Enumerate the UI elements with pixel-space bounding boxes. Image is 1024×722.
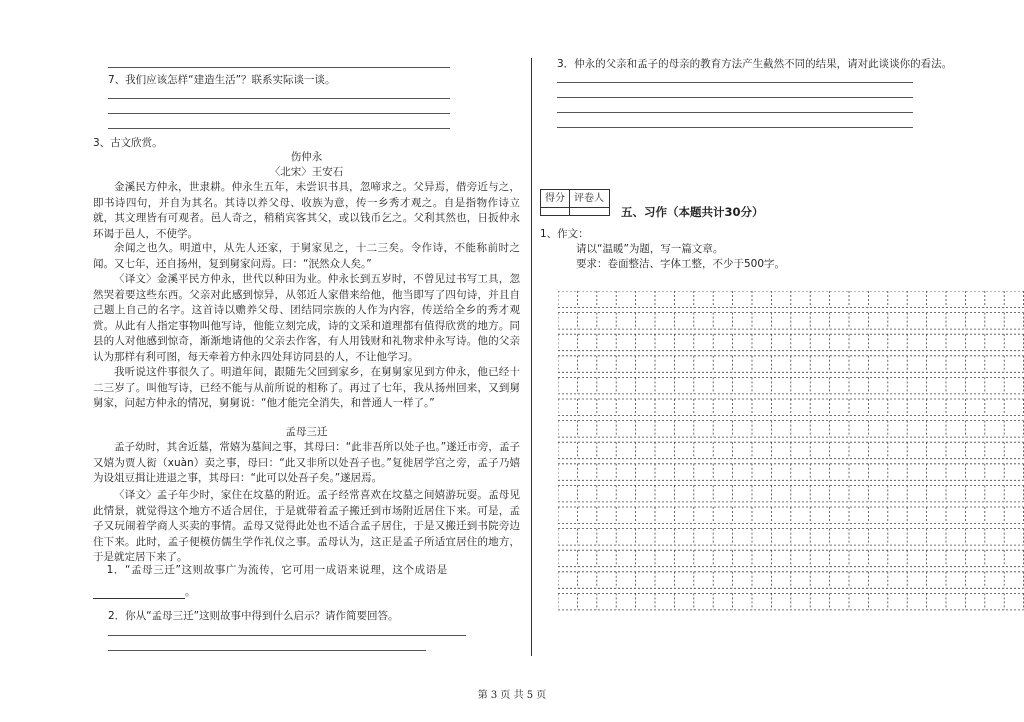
poem-title: 伤仲永 [290, 151, 323, 163]
score-box-separator [569, 190, 570, 215]
section-5-title: 五、习作（本题共计30分） [621, 205, 764, 219]
section-3-heading: 3、古文欣赏。 [93, 137, 163, 149]
question-2: 2．你从“孟母三迁”这则故事中得到什么启示？请作简要回答。 [108, 610, 399, 622]
poem-author: 〈北宋〉王安石 [269, 166, 344, 178]
question-1-blank[interactable] [93, 584, 196, 599]
answer-line [557, 127, 913, 128]
translation-paragraph-1: 〈译文〉金溪平民方仲永，世代以种田为业。仲永长到五岁时，不曾见过书写工具，忽然哭着要这些东西。父亲对此感到惊异，从邻近人家借来给他，他当即写了四句诗，并且自己题上自己的名字。这首诗以赡养父母、团结同宗族的人作为内容，传送给全乡的秀才观赏。从此有人指定事物叫他写诗，他能立刻完成，诗的文采和道理都有值得欣赏的地方。同县的人对他感到惊奇，渐渐地请他的父亲去作客，有人用钱财和礼物求仲永写诗。他的父亲认为那样有利可图，每天牵着方仲永四处拜访同县的人，不让他学习。 [93, 273, 520, 363]
answer-line [108, 635, 466, 636]
answer-line [557, 82, 913, 83]
score-box-row-line [541, 207, 609, 208]
answer-line [108, 98, 450, 99]
essay-task-number: 1、作文： [540, 228, 589, 240]
answer-line [108, 650, 426, 651]
question-1-end: 。 [185, 586, 196, 598]
question-7: 7、我们应该怎样“建造生活”？联系实际谈一谈。 [108, 74, 336, 86]
essay-prompt: 请以“温暖”为题，写一篇文章。 [576, 243, 724, 255]
writing-grid[interactable] [558, 291, 1024, 617]
score-label: 得分 [545, 193, 565, 204]
page-footer: 第 3 页 共 5 页 [477, 690, 547, 701]
question-3: 3．仲永的父亲和孟子的母亲的教育方法产生截然不同的结果，请对此谈谈你的看法。 [557, 58, 953, 70]
fill-blank[interactable] [93, 588, 185, 599]
story-translation: 〈译文〉孟子年少时，家住在坟墓的附近。孟子经常喜欢在坟墓之间嬉游玩耍。孟母见此情景，就觉得这个地方不适合居住，于是就带着孟子搬迁到市场附近居住下来。可是，孟子又玩闹着学商人买卖的事情。孟母又觉得此处也不适合孟子居住，于是又搬迁到书院旁边住下来。此时，孟子便模仿儒生学作礼仪之事。孟母认为，这正是孟子所适宜居住的地方，于是就定居下来了。 [93, 489, 520, 563]
answer-line [557, 97, 913, 98]
column-divider [531, 58, 532, 656]
answer-line [108, 113, 450, 114]
grader-label: 评卷人 [574, 193, 604, 204]
translation-paragraph-2: 我听说这件事很久了。明道年间，跟随先父回到家乡，在舅舅家见到方仲永，他已经十二三岁了。叫他写诗，已经不能与从前所说的相称了。再过了七年，我从扬州回来，又到舅舅家，问起方仲永的情况，舅舅说：“他才能完全消失，和普通人一样了。” [93, 366, 520, 409]
poem-paragraph-2: 余闻之也久。明道中，从先人还家，于舅家见之，十二三矣。令作诗，不能称前时之闻。又七年，还自扬州，复到舅家问焉。曰：“泯然众人矣。” [93, 242, 520, 270]
answer-line [108, 67, 450, 68]
poem-paragraph-1: 金溪民方仲永，世隶耕。仲永生五年，未尝识书具，忽啼求之。父异焉，借旁近与之，即书诗四句，并自为其名。其诗以养父母、收族为意，传一乡秀才观之。自是指物作诗立就，其文理皆有可观者。邑人奇之，稍稍宾客其父，或以钱币乞之。父利其然也，日扳仲永环谒于邑人，不使学。 [93, 181, 520, 240]
story-title: 孟母三迁 [285, 426, 328, 438]
answer-line [557, 112, 913, 113]
answer-line [108, 128, 450, 129]
question-1 [93, 563, 520, 579]
story-paragraph-1: 孟子幼时，其舍近墓，常嬉为墓间之事，其母曰：“此非吾所以处子也。”遂迁市旁，孟子又嬉为贾人衒（xuàn）卖之事，母曰：“此又非所以处吾子也。”复徙居学宫之旁，孟子乃嬉为设俎豆揖让进退之事，其母曰：“此可以处吾子矣。”遂居焉。 [93, 441, 520, 484]
question-1-text: 1．“孟母三迁”这则故事广为流传，它可用一成语来说理，这个成语是 [106, 564, 448, 576]
score-box [540, 189, 610, 216]
essay-requirements: 要求：卷面整洁、字体工整，不少于500字。 [576, 258, 786, 270]
